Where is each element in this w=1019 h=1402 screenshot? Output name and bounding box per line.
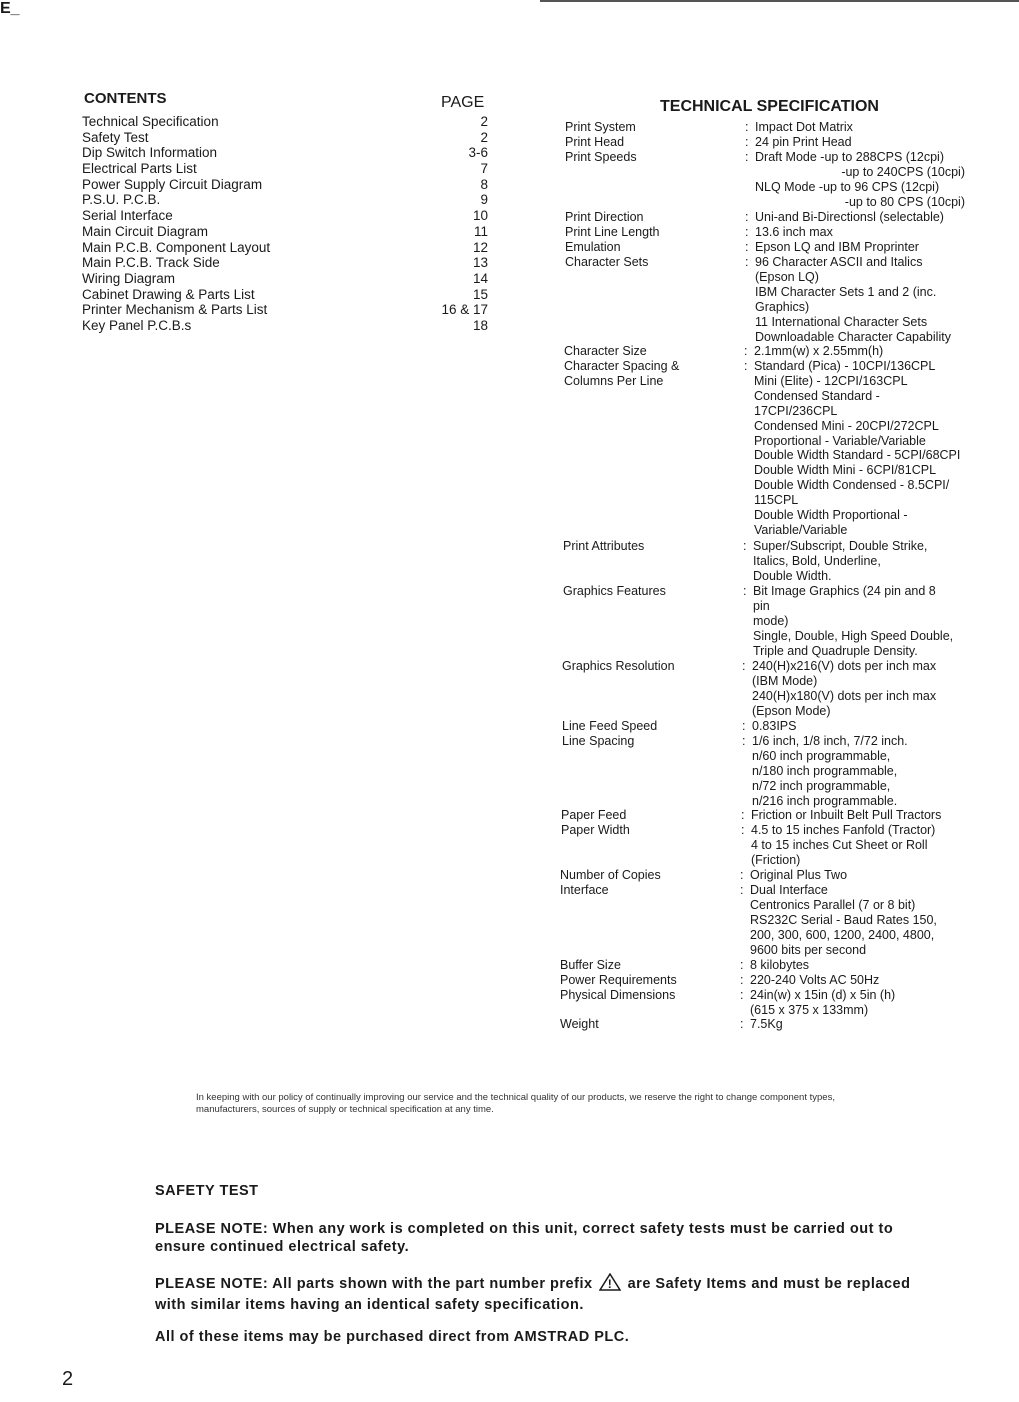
safety-note-1: PLEASE NOTE: When any work is completed on this unit, correct safety tests must be carried out to ensure continued electrical safety.	[155, 1221, 894, 1255]
spec-label	[562, 719, 747, 734]
contents-item	[82, 161, 488, 177]
spec-label-line: Print Attributes	[563, 539, 645, 553]
spec-label-line: Paper Width	[561, 823, 630, 837]
spec-value	[745, 240, 987, 255]
contents-item	[82, 240, 488, 256]
spec-label-line: Line Feed Speed	[562, 719, 658, 733]
spec-label	[564, 359, 749, 389]
spec-label-line: Graphics Resolution	[562, 659, 675, 673]
spec-value-line: 4.5 to 15 inches Fanfold (Tractor)	[751, 823, 936, 837]
spec-value-line: (IBM Mode)	[752, 673, 818, 688]
spec-label	[565, 240, 750, 255]
spec-value-line: mode)	[753, 613, 789, 628]
spec-label	[565, 150, 750, 165]
contents-item-page: 13	[472, 255, 488, 271]
spec-colon: :	[745, 135, 749, 149]
spec-value-line: Double Width.	[753, 568, 832, 583]
contents-item-label: Serial Interface	[82, 208, 173, 224]
spec-label-line: Line Spacing	[562, 734, 635, 748]
spec-label-line: Number of Copies	[560, 868, 661, 882]
spec-colon: :	[745, 210, 749, 224]
contents-item	[82, 177, 488, 193]
contents-list	[82, 114, 488, 334]
contents-item-page: 8	[480, 176, 488, 192]
spec-value	[740, 883, 982, 958]
contents-item	[82, 130, 488, 146]
spec-value-line: Dual Interface	[750, 883, 828, 897]
contents-item	[82, 271, 488, 287]
spec-label	[561, 808, 746, 823]
contents-item	[82, 145, 488, 161]
contents-item-label: Main P.C.B. Component Layout	[82, 239, 271, 255]
spec-label	[564, 344, 749, 359]
safety-note-2-start: PLEASE NOTE: All parts shown with the part number prefix	[155, 1276, 593, 1292]
spec-value-line: Uni-and Bi-Directionsl (selectable)	[755, 210, 944, 224]
spec-value-line: 2.1mm(w) x 2.55mm(h)	[754, 344, 884, 358]
spec-label-line: Columns Per Line	[564, 373, 664, 388]
contents-item-page: 9	[480, 192, 488, 208]
spec-value-line: Epson LQ and IBM Proprinter	[755, 240, 919, 254]
spec-value-line: 1/6 inch, 1/8 inch, 7/72 inch.	[752, 734, 908, 748]
contents-item-page: 7	[480, 161, 488, 177]
safety-test-title: SAFETY TEST	[155, 1183, 259, 1199]
spec-label	[565, 210, 750, 225]
spec-value	[743, 584, 985, 659]
spec-value	[743, 539, 985, 584]
spec-label	[560, 1017, 745, 1032]
spec-value	[745, 225, 987, 240]
spec-value-line: 240(H)x180(V) dots per inch max	[752, 688, 937, 703]
spec-value	[745, 150, 987, 210]
contents-item-label: Main Circuit Diagram	[82, 223, 209, 239]
spec-colon: :	[741, 823, 745, 837]
spec-colon: :	[742, 659, 746, 673]
spec-label-line: Print System	[565, 120, 636, 134]
spec-value-line: Condensed Mini - 20CPI/272CPL	[754, 418, 939, 433]
spec-colon: :	[740, 868, 744, 882]
spec-label-line: Print Head	[565, 135, 625, 149]
spec-value-line: Double Width Standard - 5CPI/68CPI	[754, 448, 961, 463]
contents-item	[82, 114, 488, 130]
spec-colon: :	[745, 225, 749, 239]
spec-value-line: 24in(w) x 15in (d) x 5in (h)	[750, 988, 896, 1002]
page-column-heading: PAGE	[441, 94, 485, 111]
spec-label	[562, 659, 747, 674]
spec-value-line: 9600 bits per second	[750, 942, 867, 957]
spec-label-line: Power Requirements	[560, 973, 677, 987]
contents-item-label: Wiring Diagram	[82, 270, 176, 286]
spec-value-line: Impact Dot Matrix	[755, 120, 853, 134]
contents-item	[82, 302, 488, 318]
spec-value-line: Original Plus Two	[750, 868, 848, 882]
spec-value-line: -up to 80 CPS (10cpi)	[844, 194, 965, 209]
corner-mark: E_	[0, 0, 20, 17]
spec-value	[741, 823, 983, 868]
contents-item-label: Electrical Parts List	[82, 161, 197, 177]
spec-value-line: 0.83IPS	[752, 719, 797, 733]
contents-item-page: 3-6	[468, 145, 488, 161]
spec-label	[565, 135, 750, 150]
spec-value-line: Condensed Standard -	[754, 388, 880, 403]
spec-label-line: Print Speeds	[565, 150, 637, 164]
spec-value-line: (Friction)	[751, 852, 801, 867]
spec-value	[745, 135, 987, 150]
contents-item-label: Main P.C.B. Track Side	[82, 255, 220, 271]
policy-note: In keeping with our policy of continually improving our service and the technical quality of our products, we reserve the right to change component types, manufacturers, sources of supply or technical specification at any time.	[196, 1092, 835, 1115]
spec-value-line: 11 International Character Sets	[755, 314, 928, 329]
spec-title: TECHNICAL SPECIFICATION	[660, 98, 879, 115]
spec-label-line: Print Line Length	[565, 225, 660, 239]
spec-value-line: -up to 240CPS (10cpi)	[841, 164, 965, 179]
contents-item-page: 2	[480, 114, 488, 129]
spec-colon: :	[740, 883, 744, 897]
spec-colon: :	[742, 734, 746, 748]
spec-colon: :	[740, 958, 744, 972]
spec-colon: :	[745, 150, 749, 164]
spec-colon: :	[740, 973, 744, 987]
safety-note-2-end: are Safety Items and must be replaced with similar items having an identical safety specification.	[155, 1276, 911, 1313]
contents-item	[82, 255, 488, 271]
contents-item-page: 18	[472, 317, 488, 333]
safety-note-2	[155, 1273, 935, 1314]
spec-label	[560, 988, 745, 1003]
spec-value	[740, 1017, 982, 1032]
spec-label	[563, 539, 748, 554]
spec-label	[560, 868, 745, 883]
contents-item-label: Power Supply Circuit Diagram	[82, 176, 263, 192]
spec-value-line: Draft Mode -up to 288CPS (12cpi)	[755, 150, 944, 164]
contents-item-label: Key Panel P.C.B.s	[82, 317, 192, 333]
spec-value-line: 96 Character ASCII and Italics	[755, 255, 923, 269]
spec-colon: :	[745, 255, 749, 269]
spec-value-line: Italics, Bold, Underline,	[753, 553, 881, 568]
spec-colon: :	[744, 359, 748, 373]
contents-item-label: Safety Test	[82, 129, 149, 145]
spec-value-line: Proportional - Variable/Variable	[754, 433, 926, 448]
spec-colon: :	[740, 988, 744, 1002]
spec-label	[562, 734, 747, 749]
spec-value-line: 240(H)x216(V) dots per inch max	[752, 659, 937, 673]
spec-value-line: 115CPL	[754, 493, 799, 508]
spec-colon: :	[743, 539, 747, 553]
spec-value-line: 4 to 15 inches Cut Sheet or Roll	[751, 837, 928, 852]
spec-label	[560, 973, 745, 988]
spec-value-line: 220-240 Volts AC 50Hz	[750, 973, 880, 987]
spec-value	[745, 120, 987, 135]
spec-label-line: Weight	[560, 1017, 599, 1031]
spec-value-line: Downloadable Character Capability	[755, 329, 951, 344]
spec-value-line: NLQ Mode -up to 96 CPS (12cpi)	[755, 179, 940, 194]
contents-title: CONTENTS	[84, 90, 167, 107]
spec-value-line: Friction or Inbuilt Belt Pull Tractors	[751, 808, 942, 822]
spec-colon: :	[743, 584, 747, 598]
spec-value-line: 13.6 inch max	[755, 225, 833, 239]
contents-item-label: Dip Switch Information	[82, 145, 218, 161]
contents-item-page: 16 & 17	[441, 302, 488, 318]
spec-value-line: Double Width Mini - 6CPI/81CPL	[754, 463, 937, 478]
spec-colon: :	[745, 240, 749, 254]
spec-label	[560, 883, 745, 898]
spec-value-line: Triple and Quadruple Density.	[753, 643, 918, 658]
spec-value-line: Single, Double, High Speed Double,	[753, 628, 954, 643]
spec-label-line: Emulation	[565, 240, 621, 254]
top-rule	[540, 0, 1019, 2]
contents-item-label: Technical Specification	[82, 114, 219, 129]
spec-value-line: n/180 inch programmable,	[752, 763, 898, 778]
spec-value-line: 200, 300, 600, 1200, 2400, 4800,	[750, 927, 935, 942]
contents-item	[82, 318, 488, 334]
spec-value-line: Standard (Pica) - 10CPI/136CPL	[754, 359, 936, 373]
spec-label	[565, 225, 750, 240]
svg-text:!: !	[607, 1277, 613, 1291]
spec-value	[742, 719, 984, 734]
spec-value-line: Double Width Condensed - 8.5CPI/	[754, 478, 950, 493]
spec-label	[565, 255, 750, 270]
spec-label-line: Interface	[560, 883, 609, 897]
spec-value	[744, 344, 986, 359]
contents-item-page: 11	[473, 223, 488, 239]
spec-value-line: (615 x 375 x 133mm)	[750, 1002, 869, 1017]
spec-label-line: Paper Feed	[561, 808, 627, 822]
spec-value-line: 17CPI/236CPL	[754, 403, 838, 418]
spec-label	[565, 120, 750, 135]
contents-item-label: Cabinet Drawing & Parts List	[82, 286, 255, 302]
spec-colon: :	[742, 719, 746, 733]
page-number: 2	[62, 1368, 74, 1390]
spec-colon: :	[744, 344, 748, 358]
contents-item-page: 2	[480, 129, 488, 145]
contents-item	[82, 287, 488, 303]
spec-value	[740, 973, 982, 988]
spec-label-line: Physical Dimensions	[560, 988, 676, 1002]
spec-value	[744, 359, 986, 538]
spec-value-line: (Epson LQ)	[755, 269, 819, 284]
contents-item	[82, 208, 488, 224]
contents-item	[82, 192, 488, 208]
spec-value-line: IBM Character Sets 1 and 2 (inc.	[755, 284, 937, 299]
spec-value-line: Mini (Elite) - 12CPI/163CPL	[754, 373, 908, 388]
spec-value	[741, 808, 983, 823]
spec-value-line: n/60 inch programmable,	[752, 748, 891, 763]
spec-label	[563, 584, 748, 599]
spec-value-line: n/216 inch programmable.	[752, 793, 898, 808]
spec-label-line: Character Sets	[565, 255, 649, 269]
spec-colon: :	[740, 1017, 744, 1031]
spec-value	[740, 868, 982, 883]
spec-value-line: 8 kilobytes	[750, 958, 810, 972]
spec-value-line: pin	[753, 598, 770, 613]
spec-label	[560, 958, 745, 973]
contents-item-label: Printer Mechanism & Parts List	[82, 302, 268, 318]
spec-value-line: (Epson Mode)	[752, 703, 831, 718]
spec-value-line: 24 pin Print Head	[755, 135, 852, 149]
spec-value	[742, 659, 984, 719]
spec-colon: :	[745, 120, 749, 134]
spec-label-line: Buffer Size	[560, 958, 621, 972]
spec-value-line: Variable/Variable	[754, 522, 848, 537]
spec-value	[745, 255, 987, 344]
spec-value-line: Graphics)	[755, 299, 810, 314]
safety-note-3: All of these items may be purchased direct from AMSTRAD PLC.	[155, 1329, 630, 1345]
contents-item	[82, 224, 488, 240]
spec-value-line: 7.5Kg	[750, 1017, 783, 1031]
spec-value	[742, 734, 984, 809]
contents-item-page: 15	[472, 286, 488, 302]
spec-value	[740, 958, 982, 973]
spec-label	[561, 823, 746, 838]
warning-triangle-icon	[599, 1273, 621, 1296]
spec-value-line: Super/Subscript, Double Strike,	[753, 539, 928, 553]
spec-colon: :	[741, 808, 745, 822]
spec-value-line: Centronics Parallel (7 or 8 bit)	[750, 897, 916, 912]
spec-value-line: RS232C Serial - Baud Rates 150,	[750, 912, 937, 927]
spec-label-line: Print Direction	[565, 210, 644, 224]
spec-value	[745, 210, 987, 225]
contents-item-page: 14	[472, 270, 488, 286]
contents-item-page: 10	[472, 208, 488, 224]
spec-label-line: Character Size	[564, 344, 647, 358]
spec-value-line: Bit Image Graphics (24 pin and 8	[753, 584, 936, 598]
spec-label-line: Graphics Features	[563, 584, 666, 598]
contents-item-page: 12	[472, 239, 488, 255]
spec-value-line: n/72 inch programmable,	[752, 778, 891, 793]
spec-value	[740, 988, 982, 1018]
spec-value-line: Double Width Proportional -	[754, 508, 908, 523]
spec-label-line: Character Spacing &	[564, 359, 680, 373]
contents-item-label: P.S.U. P.C.B.	[82, 192, 161, 208]
